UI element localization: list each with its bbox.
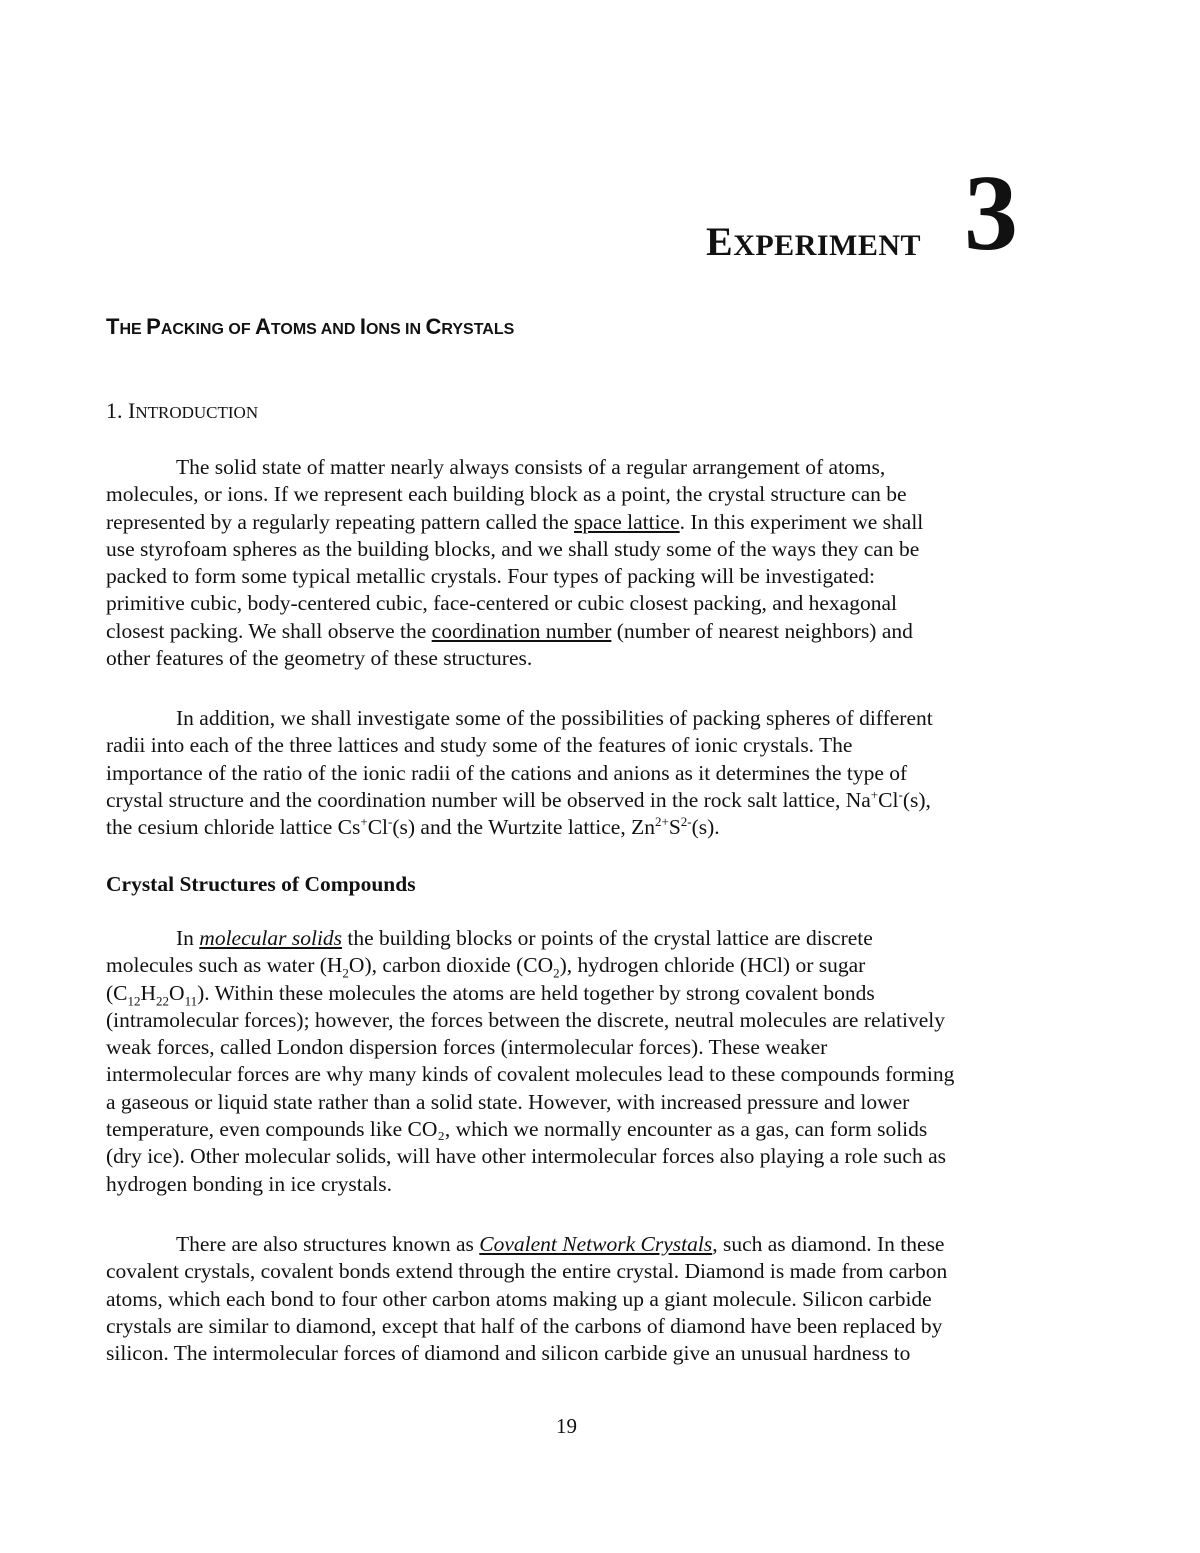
title-part: A xyxy=(255,314,271,339)
subscript: 2 xyxy=(342,965,349,981)
text-line: atoms, which each bond to four other carbon atoms making up a giant molecule. Silicon carbide xyxy=(106,1286,932,1311)
title-part: RYSTALS xyxy=(441,321,515,338)
text-line: In addition, we shall investigate some of the possibilities of packing spheres of different xyxy=(176,706,933,730)
text-line xyxy=(106,509,1026,536)
text-line xyxy=(106,952,1026,979)
text-run: crystal structure and the coordination number will be observed in the rock salt lattice, Na xyxy=(106,787,871,812)
text-run: O), carbon dioxide (CO xyxy=(348,953,554,978)
text-line: crystals are similar to diamond, except that half of the carbons of diamond have been replaced by xyxy=(106,1313,943,1338)
title-part: HE xyxy=(119,321,147,338)
title-part: T xyxy=(106,314,120,339)
term-coordination-number: coordination number xyxy=(431,618,612,643)
text-run: In xyxy=(176,926,200,950)
paragraph-intro xyxy=(106,454,1026,672)
text-line xyxy=(106,925,1026,952)
text-line: packed to form some typical metallic crystals. Four types of packing will be investigated: xyxy=(106,564,876,589)
text-run: O xyxy=(169,980,185,1005)
subheading-crystal-structures: Crystal Structures of Compounds xyxy=(106,872,416,896)
paragraph-molecular-solids xyxy=(106,925,1026,1198)
text-line xyxy=(106,980,1026,1007)
text-line: temperature, even compounds like CO₂, which we normally encounter as a gas, can form solids xyxy=(106,1117,928,1142)
section-number: 1. xyxy=(106,398,128,423)
paragraph-covalent-network xyxy=(106,1231,1026,1367)
text-line: importance of the ratio of the ionic radii of the cations and anions as it determines the type of xyxy=(106,760,908,785)
text-run: (s) and the Wurtzite lattice, Zn xyxy=(392,815,655,840)
text-run: represented by a regularly repeating pattern called the xyxy=(106,509,574,534)
text-run: closest packing. We shall observe the xyxy=(106,618,432,643)
text-run: , such as diamond. In these xyxy=(712,1232,945,1256)
text-run: the cesium chloride lattice Cs xyxy=(106,815,361,840)
title-part: TOMS AND xyxy=(270,321,360,338)
text-line: a gaseous or liquid state rather than a solid state. However, with increased pressure and lower xyxy=(106,1089,910,1114)
text-line xyxy=(106,1231,1026,1258)
text-run: ), hydrogen chloride (HCl) or sugar xyxy=(559,953,866,978)
text-line: intermolecular forces are why many kinds of covalent molecules lead to these compounds forming xyxy=(106,1062,955,1087)
text-line: The solid state of matter nearly always consists of a regular arrangement of atoms, xyxy=(176,455,886,479)
text-line: other features of the geometry of these structures. xyxy=(106,646,533,671)
text-line: silicon. The intermolecular forces of diamond and silicon carbide give an unusual hardness to xyxy=(106,1341,911,1366)
superscript: 2- xyxy=(680,814,692,830)
term-covalent-network-crystals: Covalent Network Crystals xyxy=(479,1232,713,1256)
superscript: - xyxy=(898,786,903,802)
text-line: (dry ice). Other molecular solids, will have other intermolecular forces also playing a role such as xyxy=(106,1144,947,1169)
text-run: (s), xyxy=(902,787,931,812)
text-run: H xyxy=(140,980,157,1005)
subscript: 12 xyxy=(127,992,141,1008)
text-run: . In this experiment we shall xyxy=(679,509,924,534)
text-run: the building blocks or points of the crystal lattice are discrete xyxy=(342,926,873,950)
subscript: 11 xyxy=(184,992,198,1008)
experiment-label xyxy=(706,218,921,265)
section-heading xyxy=(106,398,258,424)
subscript: 22 xyxy=(156,992,170,1008)
text-line: primitive cubic, body-centered cubic, face-centered or cubic closest packing, and hexagonal xyxy=(106,591,897,616)
section-title-initial: I xyxy=(128,398,136,423)
text-line: (intramolecular forces); however, the forces between the discrete, neutral molecules are relatively xyxy=(106,1007,946,1032)
text-run: ). Within these molecules the atoms are held together by strong covalent bonds xyxy=(197,980,875,1005)
text-line: weak forces, called London dispersion forces (intermolecular forces). These weaker xyxy=(106,1035,828,1060)
title-part: C xyxy=(425,314,442,339)
superscript: 2+ xyxy=(654,814,669,830)
page-title xyxy=(106,314,514,340)
paragraph-ionic xyxy=(106,705,1026,841)
page-number: 19 xyxy=(556,1414,577,1438)
text-line: hydrogen bonding in ice crystals. xyxy=(106,1171,393,1196)
title-part: ONS IN xyxy=(365,321,426,338)
text-line: covalent crystals, covalent bonds extend through the entire crystal. Diamond is made from carbon xyxy=(106,1259,948,1284)
text-run: (number of nearest neighbors) and xyxy=(611,618,913,643)
superscript: + xyxy=(360,814,368,830)
title-part: ACKING OF xyxy=(160,321,256,338)
text-line xyxy=(106,618,1026,645)
text-run: molecules such as water (H xyxy=(106,953,343,978)
text-run: There are also structures known as xyxy=(176,1232,480,1256)
text-run: S xyxy=(668,815,681,840)
text-line xyxy=(106,787,1026,814)
term-space-lattice: space lattice xyxy=(574,509,680,534)
text-line: radii into each of the three lattices and study some of the features of ionic crystals. The xyxy=(106,733,853,758)
title-part: I xyxy=(359,314,366,339)
experiment-number: 3 xyxy=(964,154,1018,273)
experiment-label-rest: XPERIMENT xyxy=(733,229,922,262)
superscript: - xyxy=(388,814,393,830)
term-molecular-solids: molecular solids xyxy=(199,926,343,950)
subscript: 2 xyxy=(553,965,560,981)
text-line: molecules, or ions. If we represent each building block as a point, the crystal structure can be xyxy=(106,482,907,507)
section-title-rest: NTRODUCTION xyxy=(135,403,259,422)
title-part: P xyxy=(146,314,161,339)
experiment-label-initial: E xyxy=(706,219,734,264)
text-run: Cl xyxy=(367,815,389,840)
text-line xyxy=(106,814,1026,841)
text-run: (s). xyxy=(691,815,720,840)
text-run: Cl xyxy=(878,787,899,812)
text-line: use styrofoam spheres as the building blocks, and we shall study some of the ways they can be xyxy=(106,536,920,561)
text-run: (C xyxy=(106,980,128,1005)
superscript: + xyxy=(870,786,879,802)
